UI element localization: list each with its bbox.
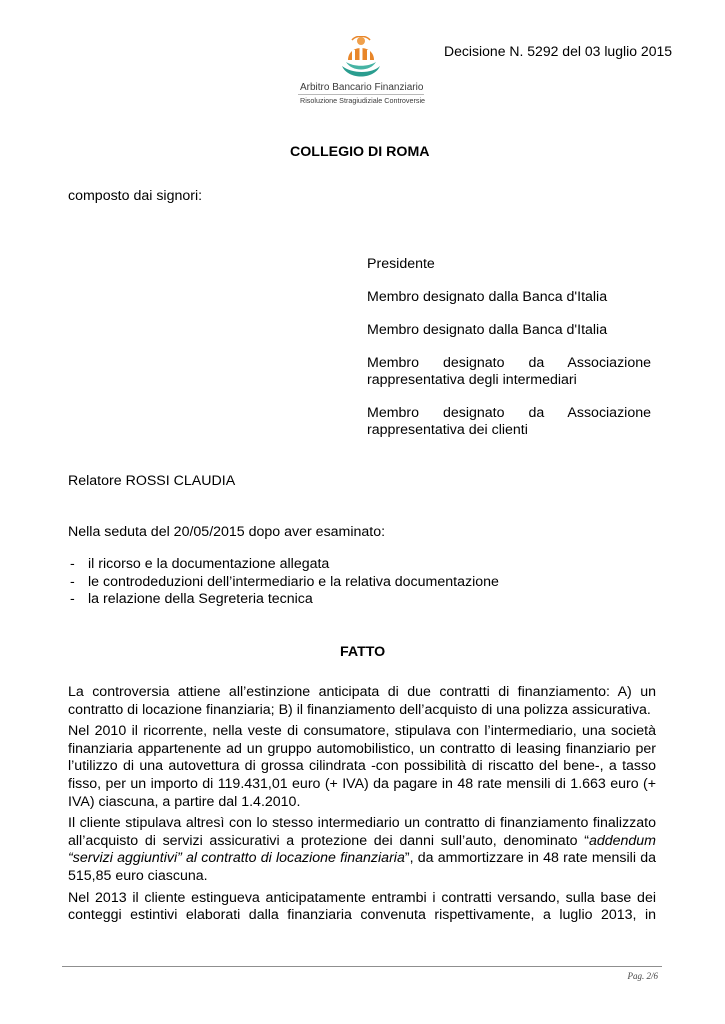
list-item: - la relazione della Segreteria tecnica: [68, 591, 499, 609]
list-item: - il ricorso e la documentazione allegata: [68, 556, 499, 574]
section-heading-fatto: FATTO: [340, 644, 386, 660]
footer-divider: [62, 966, 662, 967]
member-bank-italy-1: [367, 289, 651, 306]
abf-logo-icon: [296, 36, 431, 82]
paragraph: [68, 815, 656, 885]
logo-divider: [298, 94, 424, 95]
paragraph-text: ”, da ammortizzare in 48 rate mensili da 515,85 euro ciascuna.: [68, 850, 656, 884]
decision-reference: Decisione N. 5292 del 03 luglio 2015: [444, 43, 673, 59]
paragraph-italic-title: addendum “servizi aggiuntivi” al contratto di locazione finanziaria: [68, 832, 656, 867]
member-role-line2: rappresentativa degli intermediari: [367, 372, 577, 388]
page-number: Pag. 2/6: [627, 971, 658, 981]
paragraph-text: Il cliente stipulava altresì con lo stesso intermediario un contratto di finanziamento finalizzato all’acquisto di servizi assicurativi a protezione dei danni sull’auto, denominato “: [68, 815, 656, 849]
examined-documents-list: [68, 556, 499, 609]
rapporteur: Relatore ROSSI CLAUDIA: [68, 473, 236, 489]
member-association-clients: [367, 405, 651, 439]
member-role-line1: [367, 355, 651, 372]
paragraph: Nel 2013 il cliente estingueva anticipatamente entrambi i contratti versando, sulla base dei conteggi estintivi elaborati dalla finanziaria convenuta rispettivamente, a luglio 2013, in: [68, 889, 656, 924]
logo-tagline: Risoluzione Stragiudiziale Controversie: [300, 96, 426, 105]
member-association-intermediaries: [367, 355, 651, 389]
abf-logo: [296, 36, 431, 110]
composed-label: composto dai signori:: [68, 188, 203, 204]
facts-body: [68, 684, 656, 929]
member-role: Membro designato dalla Banca d'Italia: [367, 322, 608, 338]
list-item: - le controdeduzioni dell’intermediario e la relativa documentazione: [68, 574, 499, 592]
paragraph: Nel 2010 il ricorrente, nella veste di consumatore, stipulava con l’intermediario, una società finanziaria appartenente ad un gruppo automobilistico, un contratto di leasing finanziario per l’utilizzo di una autovettura di grossa cilindrata -con possibilità di riscatto del bene-, a tasso fisso, per un importo di 119.431,01 euro (+ IVA) da pagare in 48 rate mensili di 1.663 euro (+ IVA) ciascuna, a partire dal 1.4.2010.: [68, 723, 656, 810]
member-role-text: Membro designato da Associazione: [367, 355, 651, 371]
member-bank-italy-2: [367, 322, 651, 339]
member-role: Membro designato dalla Banca d'Italia: [367, 289, 608, 305]
session-intro: Nella seduta del 20/05/2015 dopo aver esaminato:: [68, 524, 386, 540]
member-role: Presidente: [367, 256, 435, 272]
members-list: [367, 256, 651, 455]
member-role-text: Membro designato da Associazione: [367, 405, 651, 421]
member-role-line2: rappresentativa dei clienti: [367, 422, 528, 438]
paragraph: La controversia attiene all’estinzione anticipata di due contratti di finanziamento: A) un contratto di locazione finanziaria; B) il finanziamento dell’acquisto di una polizza assicurativa.: [68, 684, 656, 718]
page-title: COLLEGIO DI ROMA: [290, 144, 430, 160]
logo-name: Arbitro Bancario Finanziario: [300, 82, 424, 93]
member-president: [367, 256, 651, 273]
member-role-line1: [367, 405, 651, 422]
